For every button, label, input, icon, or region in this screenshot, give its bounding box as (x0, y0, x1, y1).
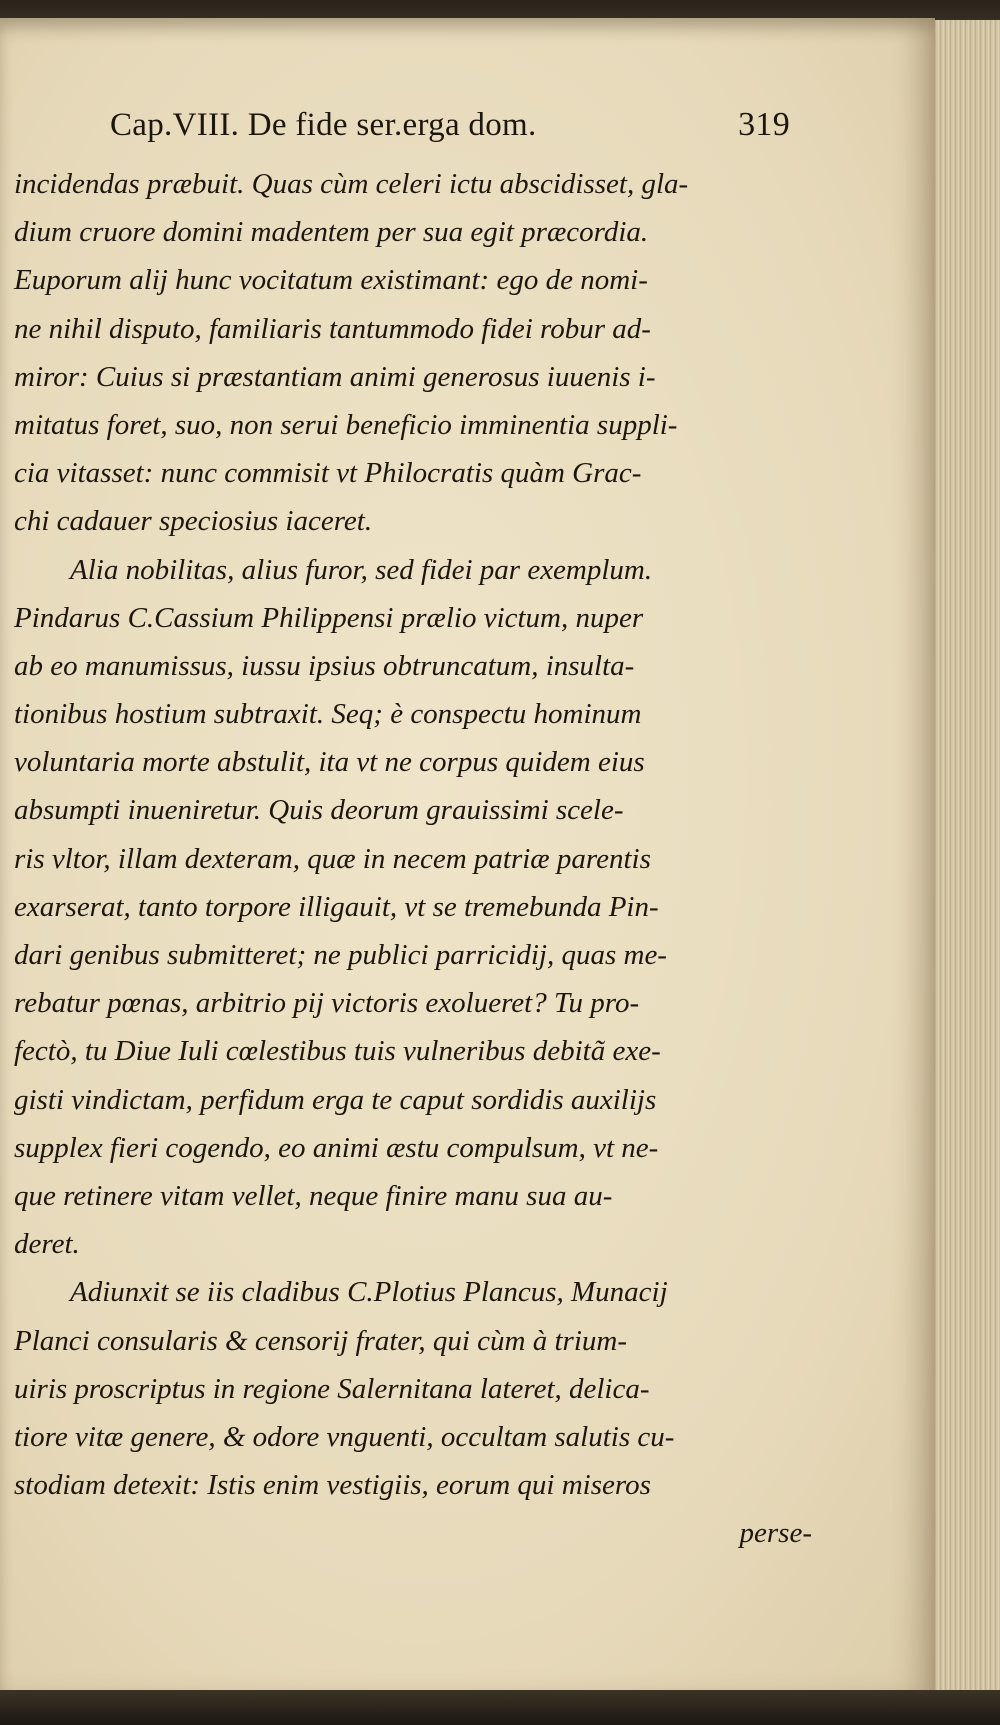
text-line: tionibus hostium subtraxit. Seq; è conspectu hominum (14, 698, 642, 731)
text-line: chi cadauer speciosius iaceret. (14, 505, 373, 538)
page-edges (925, 20, 1000, 1700)
text-line: exarserat, tanto torpore illigauit, vt se tremebunda Pin- (14, 890, 659, 923)
text-line: ne nihil disputo, familiaris tantummodo fidei robur ad- (14, 312, 651, 345)
text-line: uiris proscriptus in regione Salernitana lateret, delica- (14, 1372, 650, 1405)
text-line: stodiam detexit: Istis enim vestigiis, eorum qui miseros (14, 1469, 651, 1502)
text-line: voluntaria morte abstulit, ita vt ne corpus quidem eius (14, 746, 645, 779)
text-line: dium cruore domini madentem per sua egit præcordia. (14, 216, 649, 249)
text-line: Euporum alij hunc vocitatum existimant: ego de nomi- (14, 264, 648, 297)
book-page (0, 18, 935, 1698)
text-line: que retinere vitam vellet, neque finire manu sua au- (14, 1179, 613, 1212)
text-line: supplex fieri cogendo, eo animi æstu compulsum, vt ne- (14, 1131, 659, 1164)
text-line: ris vltor, illam dexteram, quæ in necem patriæ parentis (14, 842, 651, 875)
running-head (14, 106, 814, 160)
text-line: rebatur pœnas, arbitrio pij victoris exolueret? Tu pro- (14, 987, 640, 1020)
scan-backdrop-bottom (0, 1690, 1000, 1725)
text-line: tiore vitæ genere, & odore vnguenti, occultam salutis cu- (14, 1420, 675, 1453)
body-text (14, 160, 814, 1557)
text-line: dari genibus submitteret; ne publici parricidij, quas me- (14, 939, 667, 971)
text-line: Adiunxit se iis cladibus C.Plotius Plancus, Munacij (70, 1276, 668, 1309)
text-line: Alia nobilitas, alius furor, sed fidei par exemplum. (70, 553, 653, 586)
running-head-title: Cap.VIII. De fide ser.erga dom. (110, 107, 537, 143)
text-line: deret. (14, 1228, 80, 1261)
page-content (14, 106, 814, 1557)
text-line: cia vitasset: nunc commisit vt Philocratis quàm Grac- (14, 457, 642, 490)
text-line: absumpti inueniretur. Quis deorum grauissimi scele- (14, 794, 624, 827)
text-line: fectò, tu Diue Iuli cœlestibus tuis vulneribus debitã exe- (14, 1035, 661, 1068)
catchword: perse- (739, 1517, 812, 1550)
text-line: ab eo manumissus, iussu ipsius obtruncatum, insulta- (14, 649, 635, 682)
text-line: mitatus foret, suo, non serui beneficio imminentia suppli- (14, 408, 678, 441)
page-number: 319 (738, 106, 790, 143)
text-line: incidendas præbuit. Quas cùm celeri ictu abscidisset, gla- (14, 168, 689, 200)
text-line: miror: Cuius si præstantiam animi generosus iuuenis i- (14, 360, 656, 393)
text-line: gisti vindictam, perfidum erga te caput sordidis auxilijs (14, 1083, 657, 1116)
text-line: Pindarus C.Cassium Philippensi prælio victum, nuper (14, 601, 644, 634)
text-line: Planci consularis & censorij frater, qui cùm à trium- (14, 1324, 627, 1357)
